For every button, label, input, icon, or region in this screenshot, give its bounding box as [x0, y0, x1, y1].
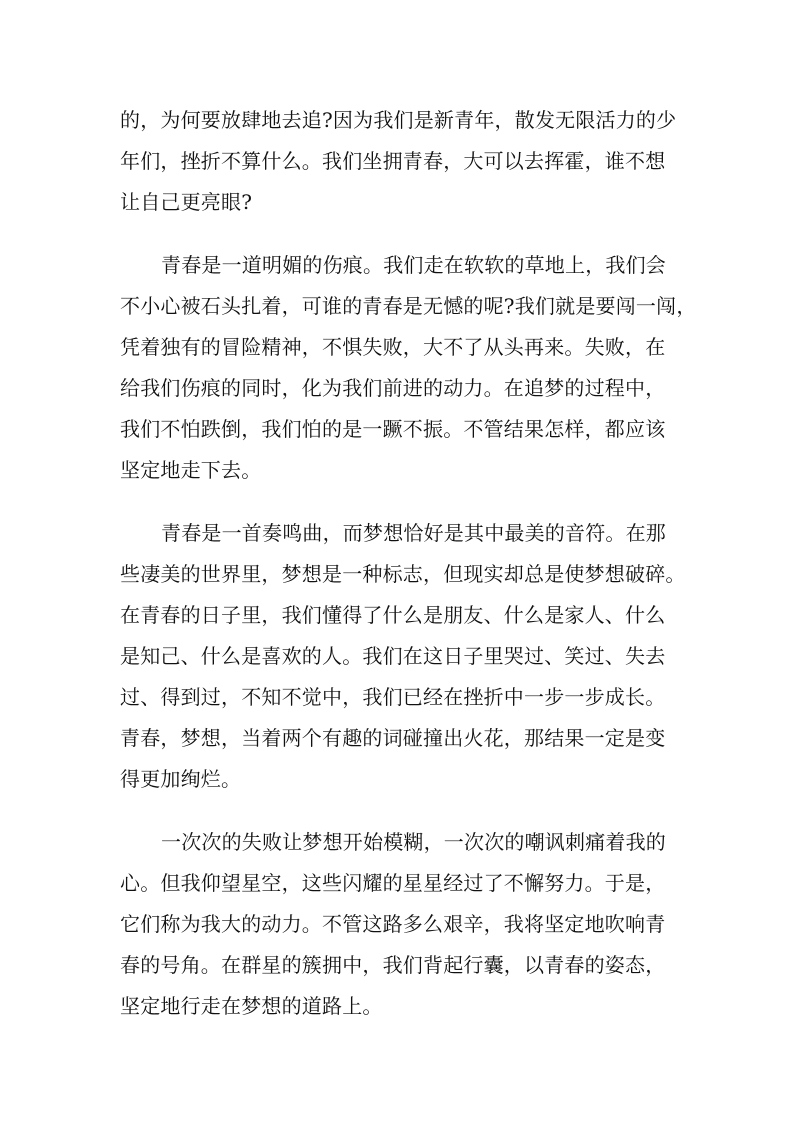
text-line: 坚定地行走在梦想的道路上。 — [120, 994, 383, 1018]
text-line: 是知己、什么是喜欢的人。我们在这日子里哭过、笑过、失去 — [120, 644, 666, 668]
text-line: 给我们伤痕的同时，化为我们前进的动力。在追梦的过程中， — [120, 376, 666, 400]
text-line: 我们不怕跌倒，我们怕的是一蹶不振。不管结果怎样，都应该 — [120, 417, 666, 441]
text-line: 凭着独有的冒险精神，不惧失败，大不了从头再来。失败，在 — [120, 335, 666, 359]
text-line: 它们称为我大的动力。不管这路多么艰辛，我将坚定地吹响青 — [120, 912, 666, 936]
paragraph-2 — [120, 245, 697, 491]
text-line: 不小心被石头扎着，可谁的青春是无憾的呢?我们就是要闯一闯， — [120, 294, 697, 318]
paragraph-gap — [120, 223, 680, 245]
text-line: 青春，梦想，当着两个有趣的词碰撞出火花，那结果一定是变 — [120, 726, 666, 750]
text-line: 青春是一道明媚的伤痕。我们走在软软的草地上，我们会 — [161, 253, 666, 277]
text-line: 过、得到过，不知不觉中，我们已经在挫折中一步一步成长。 — [120, 685, 666, 709]
text-line: 坚定地走下去。 — [120, 458, 262, 482]
text-line: 心。但我仰望星空，这些闪耀的星星经过了不懈努力。于是， — [120, 871, 666, 895]
text-line: 让自己更亮眼? — [120, 190, 253, 214]
document-page — [120, 100, 697, 1027]
paragraph-gap — [120, 800, 680, 822]
text-line: 些凄美的世界里，梦想是一种标志，但现实却总是使梦想破碎。 — [120, 562, 686, 586]
paragraph-1 — [120, 100, 680, 223]
text-line: 青春是一首奏鸣曲，而梦想恰好是其中最美的音符。在那 — [161, 521, 666, 545]
text-line: 一次次的失败让梦想开始模糊，一次次的嘲讽刺痛着我的 — [161, 830, 666, 854]
paragraph-gap — [120, 491, 680, 513]
paragraph-3 — [120, 513, 686, 800]
text-line: 得更加绚烂。 — [120, 767, 242, 791]
text-line: 年们，挫折不算什么。我们坐拥青春，大可以去挥霍，谁不想 — [120, 149, 666, 173]
text-line: 春的号角。在群星的簇拥中，我们背起行囊，以青春的姿态， — [120, 953, 666, 977]
text-line: 在青春的日子里，我们懂得了什么是朋友、什么是家人、什么 — [120, 603, 666, 627]
paragraph-4 — [120, 822, 680, 1027]
text-line: 的，为何要放肆地去追?因为我们是新青年，散发无限活力的少 — [120, 108, 677, 132]
